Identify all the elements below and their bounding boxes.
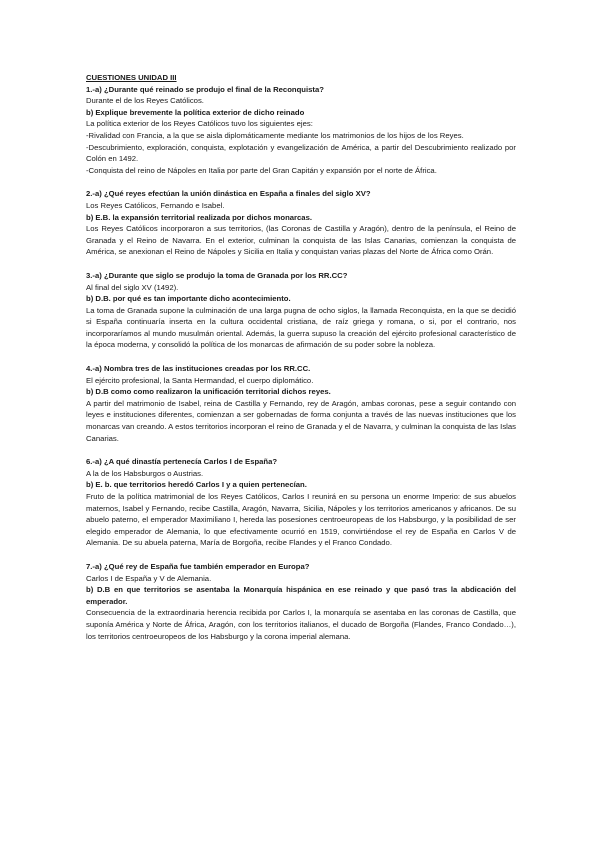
question-6a: 6.-a) ¿A qué dinastía pertenecía Carlos I de España? bbox=[86, 457, 278, 467]
question-7b: b) D.B en que territorios se asentaba la Monarquía hispánica en ese reinado y que pasó tras la abdicación del emperador. bbox=[86, 585, 516, 606]
answer-3a: Al final del siglo XV (1492). bbox=[86, 282, 179, 292]
question-4b: b) D.B como como realizaron la unificación territorial dichos reyes. bbox=[86, 387, 331, 397]
question-1a: 1.-a) ¿Durante qué reinado se produjo el final de la Reconquista? bbox=[86, 84, 324, 94]
spacer bbox=[86, 176, 516, 188]
answer-1b-item-3: -Conquista del reino de Nápoles en Italia por parte del Gran Capitán y expansión por el norte de África. bbox=[86, 165, 437, 175]
question-3a: 3.-a) ¿Durante que siglo se produjo la toma de Granada por los RR.CC? bbox=[86, 270, 348, 280]
question-4a: 4.-a) Nombra tres de las instituciones creadas por los RR.CC. bbox=[86, 364, 311, 374]
answer-4b: A partir del matrimonio de Isabel, reina de Castilla y Fernando, rey de Aragón, ambas coronas, pese a seguir contando con leyes e instituciones diferentes, comienzan a ser gobernadas de forma conjunta a través de las nuevas instituciones que los monarcas van creando. A estos territorios incorporan el reino de Granada y el de Navarra, y culminan la conquista de las Islas Canarias. bbox=[86, 398, 516, 443]
document-page bbox=[86, 72, 516, 642]
answer-7b: Consecuencia de la extraordinaria herencia recibida por Carlos I, la monarquía se asentaba en las coronas de Castilla, que suponía América y Norte de África, Aragón, con los territorios italianos, el ducado de Borgoña (Flandes, Franco Condado…), los territorios centroeuropeos de los Habsburgo y la corona imperial alemana. bbox=[86, 608, 516, 641]
spacer bbox=[86, 258, 516, 270]
question-3b: b) D.B. por qué es tan importante dicho acontecimiento. bbox=[86, 294, 291, 304]
question-1b: b) Explique brevemente la política exterior de dicho reinado bbox=[86, 107, 305, 117]
answer-1b-item-1: -Rivalidad con Francia, a la que se aisla diplomáticamente mediante los matrimonios de los hijos de los Reyes. bbox=[86, 130, 464, 140]
spacer bbox=[86, 351, 516, 363]
question-2a: 2.-a) ¿Qué reyes efectúan la unión dinástica en España a finales del siglo XV? bbox=[86, 189, 371, 199]
question-2b: b) E.B. la expansión territorial realizada por dichos monarcas. bbox=[86, 212, 312, 222]
answer-1b-intro: La política exterior de los Reyes Católicos tuvo los siguientes ejes: bbox=[86, 119, 313, 129]
answer-4a: El ejército profesional, la Santa Hermandad, el cuerpo diplomático. bbox=[86, 375, 314, 385]
answer-6b: Fruto de la política matrimonial de los Reyes Católicos, Carlos I reunirá en su persona un enorme Imperio: de sus abuelos maternos, Isabel y Fernando, recibe Castilla, Aragón, Navarra, Sicilia, Nápoles y los territorios americanos y africanos. De su abuelo paterno, el emperador Maximiliano I, hereda las posesiones centroeuropeas de los Habsburgo, y la posibilidad de ser elegido emperador de Alemania, lo que efectivamente ocurrió en 1519, convirtiéndose el rey de España en Carlos V de Alemania. De su abuela paterna, María de Borgoña, recibe Flandes y el Franco Condado. bbox=[86, 492, 516, 548]
answer-1a: Durante el de los Reyes Católicos. bbox=[86, 96, 204, 106]
answer-1b-item-2: -Descubrimiento, exploración, conquista, explotación y evangelización de América, a partir del Descubrimiento realizado por Colón en 1492. bbox=[86, 142, 516, 164]
answer-2b: Los Reyes Católicos incorporaron a sus territorios, (las Coronas de Castilla y Aragón), dentro de la península, el Reino de Granada y el Reino de Navarra. En el exterior, culminan la conquista de las Islas Canarias, comienzan la conquista de América, se anexionan el Reino de Nápoles y Sicilia en Italia y conquistan varias plazas del Norte de África como Orán. bbox=[86, 224, 516, 257]
spacer bbox=[86, 549, 516, 561]
spacer bbox=[86, 444, 516, 456]
answer-7a: Carlos I de España y V de Alemania. bbox=[86, 573, 212, 583]
question-7a: 7.-a) ¿Qué rey de España fue también emperador en Europa? bbox=[86, 561, 310, 571]
question-6b: b) E. b. que territorios heredó Carlos I y a quien pertenecían. bbox=[86, 480, 307, 490]
answer-6a: A la de los Habsburgos o Austrias. bbox=[86, 468, 204, 478]
answer-3b: La toma de Granada supone la culminación de una larga pugna de ocho siglos, la llamada Reconquista, en la que se decidió si España continuaría inserta en la cultura occidental cristiana, de raíz griega y romana, o si, por el contrario, nos incorporaríamos al mundo musulmán oriental. Además, la guerra supuso la creación del ejército profesional característico de la época moderna, y consolidó la política de los monarcas de afirmación de su poder sobre la nobleza. bbox=[86, 305, 516, 350]
document-title: CUESTIONES UNIDAD III bbox=[86, 73, 177, 82]
answer-2a: Los Reyes Católicos, Fernando e Isabel. bbox=[86, 200, 225, 210]
